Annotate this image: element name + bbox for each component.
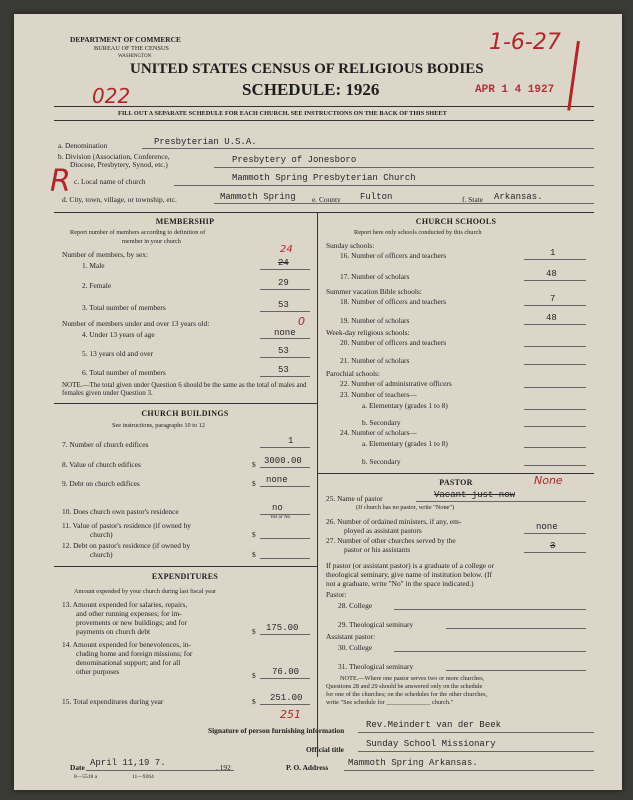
q2-value: 29 bbox=[278, 278, 289, 288]
value-division: Presbytery of Jonesboro bbox=[232, 155, 357, 165]
q3-value: 53 bbox=[278, 300, 289, 310]
q11-label-2: church) bbox=[90, 530, 113, 539]
q9-label: 9. Debt on church edifices bbox=[62, 479, 140, 488]
form-number: 8—5518 a bbox=[74, 774, 98, 780]
q2-label: 2. Female bbox=[82, 281, 112, 290]
q23-label: 23. Number of teachers— bbox=[340, 390, 417, 399]
red-mark bbox=[567, 41, 598, 113]
q17-value: 48 bbox=[546, 269, 557, 279]
date-value: April 11,19 7. bbox=[90, 758, 166, 768]
address-label: P. O. Address bbox=[286, 763, 329, 772]
graduate-line-2: theological seminary, give name of institution below. (If bbox=[326, 570, 492, 579]
q27-label-1: 27. Number of other churches served by the bbox=[326, 536, 456, 545]
q1-label: 1. Male bbox=[82, 261, 105, 270]
assistant-label: Assistant pastor: bbox=[326, 632, 376, 641]
print-number: 11—9264 bbox=[132, 774, 154, 780]
q6-label: 6. Total number of members bbox=[82, 368, 166, 377]
value-city: Mammoth Spring bbox=[220, 192, 296, 202]
q15-value: 251.00 bbox=[270, 693, 303, 703]
q14-line-2: cluding home and foreign missions; for bbox=[76, 649, 193, 658]
signature-value: Rev.Meindert van der Beek bbox=[366, 720, 502, 730]
q30-label: 30. College bbox=[338, 643, 373, 652]
q1-struck: 24 bbox=[278, 258, 289, 268]
parochial-label: Parochial schools: bbox=[326, 369, 380, 378]
q26-label-2: ployed as assistant pastors bbox=[344, 526, 422, 535]
pastor-label: Pastor: bbox=[326, 590, 347, 599]
q10-value: no bbox=[272, 503, 283, 513]
q15-dollar: $ bbox=[252, 697, 256, 706]
value-denomination: Presbyterian U.S.A. bbox=[154, 137, 257, 147]
q10-label: 10. Does church own pastor's residence bbox=[62, 507, 179, 516]
q13-dollar: $ bbox=[252, 627, 256, 636]
q25-value: Vacant just now bbox=[434, 490, 516, 500]
membership-sub-1: Report number of members according to definition of bbox=[70, 229, 206, 236]
q14-line-4: other purposes bbox=[76, 667, 120, 676]
label-division-2: Diocese, Presbytery, Synod, etc.) bbox=[70, 160, 168, 169]
schedule-year: SCHEDULE: 1926 bbox=[242, 80, 380, 99]
label-local-name: c. Local name of church bbox=[74, 177, 146, 186]
membership-note: NOTE.—The total given under Question 6 should be the same as the total of males and females given under Question 3. bbox=[62, 381, 307, 397]
q15-label: 15. Total expenditures during year bbox=[62, 697, 164, 706]
q13-line-4: payments on church debt bbox=[76, 627, 151, 636]
pastor-note-3: for one of the churches; on the schedules for the other churches, bbox=[326, 691, 488, 698]
q24b-label: b. Secondary bbox=[362, 457, 401, 466]
date-suffix: , 192 bbox=[216, 763, 231, 772]
q26-label-1: 26. Number of ordained ministers, if any, em- bbox=[326, 517, 462, 526]
schools-heading: CHURCH SCHOOLS bbox=[415, 217, 497, 226]
q8-dollar: $ bbox=[252, 460, 256, 469]
q17-label: 17. Number of scholars bbox=[340, 272, 410, 281]
q6-value: 53 bbox=[278, 365, 289, 375]
membership-heading: MEMBERSHIP bbox=[155, 217, 215, 226]
by-age-label: Number of members under and over 13 years old: bbox=[62, 319, 210, 328]
q31-label: 31. Theological seminary bbox=[338, 662, 414, 671]
q12-label-2: church) bbox=[90, 550, 113, 559]
buildings-heading: CHURCH BUILDINGS bbox=[141, 409, 229, 418]
q11-label-1: 11. Value of pastor's residence (if owned by bbox=[62, 521, 191, 530]
q12-label-1: 12. Debt on pastor's residence (if owned by bbox=[62, 541, 191, 550]
q16-value: 1 bbox=[550, 248, 556, 258]
q22-label: 22. Number of administrative officers bbox=[340, 379, 452, 388]
title-label: Official title bbox=[306, 745, 344, 754]
q25-hint: (If church has no pastor, write "None") bbox=[356, 504, 455, 511]
q27-label-2: pastor or his assistants bbox=[344, 545, 411, 554]
weekday-label: Week-day religious schools: bbox=[326, 328, 410, 337]
q14-line-3: denominational support; and for all bbox=[76, 658, 181, 667]
bureau-city: WASHINGTON bbox=[118, 54, 152, 59]
q1-value: 24 bbox=[280, 244, 293, 255]
q13-line-3: provements or new buildings; and for bbox=[76, 618, 188, 627]
label-state: f. State bbox=[462, 195, 483, 204]
title-value: Sunday School Missionary bbox=[366, 739, 496, 749]
address-value: Mammoth Spring Arkansas. bbox=[348, 758, 478, 768]
q10-hint: Yes or No bbox=[270, 515, 291, 520]
label-city: d. City, town, village, or township, etc. bbox=[62, 195, 177, 204]
graduate-line-3: not a graduate, write "No" in the space indicated.) bbox=[326, 579, 474, 588]
q14-line-1: 14. Amount expended for benevolences, in- bbox=[62, 640, 192, 649]
q15-hand: 251 bbox=[280, 708, 301, 721]
q23a-label: a. Elementary (grades 1 to 8) bbox=[362, 401, 448, 410]
q4-hand: 0 bbox=[298, 315, 305, 328]
q11-dollar: $ bbox=[252, 530, 256, 539]
q5-label: 5. 13 years old and over bbox=[82, 349, 154, 358]
q7-label: 7. Number of church edifices bbox=[62, 440, 149, 449]
q23b-label: b. Secondary bbox=[362, 418, 401, 427]
q14-value: 76.00 bbox=[272, 667, 300, 677]
q7-value: 1 bbox=[288, 436, 294, 446]
graduate-line-1: If pastor (or assistant pastor) is a graduate of a college or bbox=[326, 561, 495, 570]
hand-R-mark: R bbox=[50, 164, 71, 199]
pastor-heading: PASTOR bbox=[439, 478, 473, 487]
received-stamp: APR 1 4 1927 bbox=[475, 84, 555, 96]
q21-label: 21. Number of scholars bbox=[340, 356, 410, 365]
value-local-name: Mammoth Spring Presbyterian Church bbox=[232, 173, 416, 183]
buildings-sub: See instructions, paragraphs 10 to 12 bbox=[112, 422, 206, 429]
department-name: DEPARTMENT OF COMMERCE bbox=[70, 35, 181, 44]
signature-label: Signature of person furnishing information bbox=[208, 726, 345, 735]
q20-label: 20. Number of officers and teachers bbox=[340, 338, 447, 347]
label-denomination: a. Denomination bbox=[58, 141, 108, 150]
q14-dollar: $ bbox=[252, 671, 256, 680]
value-state: Arkansas. bbox=[494, 192, 543, 202]
q9-value: none bbox=[266, 475, 288, 485]
expenditures-heading: EXPENDITURES bbox=[151, 572, 219, 581]
value-county: Fulton bbox=[360, 192, 393, 202]
date-label: Date bbox=[70, 763, 85, 772]
sunday-label: Sunday schools: bbox=[326, 241, 375, 250]
q24a-label: a. Elementary (grades 1 to 8) bbox=[362, 439, 448, 448]
q8-value: 3000.00 bbox=[264, 456, 302, 466]
q25-label: 25. Name of pastor bbox=[326, 494, 383, 503]
q16-label: 16. Number of officers and teachers bbox=[340, 251, 447, 260]
label-county: e. County bbox=[312, 195, 341, 204]
q5-value: 53 bbox=[278, 346, 289, 356]
q18-label: 18. Number of officers and teachers bbox=[340, 297, 447, 306]
q4-label: 4. Under 13 years of age bbox=[82, 330, 155, 339]
q27-value: 3 bbox=[550, 541, 556, 551]
q18-value: 7 bbox=[550, 294, 556, 304]
q8-label: 8. Value of church edifices bbox=[62, 460, 141, 469]
q13-line-1: 13. Amount expended for salaries, repairs, bbox=[62, 600, 188, 609]
hand-number: 022 bbox=[92, 84, 131, 108]
census-schedule-sheet bbox=[14, 14, 622, 790]
form-instruction: FILL OUT A SEPARATE SCHEDULE FOR EACH CHURCH. SEE INSTRUCTIONS ON THE BACK OF THIS SHEET bbox=[118, 110, 447, 117]
pastor-note-1: NOTE.—Where one pastor serves two or more churches, bbox=[340, 675, 485, 682]
pastor-note-2: Questions 28 and 29 should be answered only on the schedule bbox=[326, 683, 483, 690]
form-title: UNITED STATES CENSUS OF RELIGIOUS BODIES bbox=[130, 61, 484, 77]
q19-value: 48 bbox=[546, 313, 557, 323]
q29-label: 29. Theological seminary bbox=[338, 620, 414, 629]
q12-dollar: $ bbox=[252, 550, 256, 559]
label-division-1: b. Division (Association, Conference, bbox=[58, 152, 170, 161]
q13-value: 175.00 bbox=[266, 623, 299, 633]
q3-label: 3. Total number of members bbox=[82, 303, 166, 312]
q19-label: 19. Number of scholars bbox=[340, 316, 410, 325]
q26-value: none bbox=[536, 522, 558, 532]
q9-dollar: $ bbox=[252, 479, 256, 488]
q24-label: 24. Number of scholars— bbox=[340, 428, 417, 437]
q13-line-2: and other running expenses; for im- bbox=[76, 609, 182, 618]
summer-label: Summer vacation Bible schools: bbox=[326, 287, 422, 296]
q28-label: 28. College bbox=[338, 601, 373, 610]
by-sex-label: Number of members, by sex: bbox=[62, 250, 148, 259]
schools-sub: Report here only schools conducted by this church bbox=[354, 229, 482, 236]
membership-sub-2: member in your church bbox=[122, 238, 181, 245]
expenditures-sub: Amount expended by your church during last fiscal year bbox=[74, 588, 216, 595]
hand-date: 1-6-27 bbox=[489, 30, 561, 55]
q4-value: none bbox=[274, 328, 296, 338]
bureau-name: BUREAU OF THE CENSUS bbox=[94, 45, 169, 52]
pastor-note-4: write "See schedule for ______________ church." bbox=[326, 699, 454, 706]
q25-hand: None bbox=[534, 474, 563, 487]
